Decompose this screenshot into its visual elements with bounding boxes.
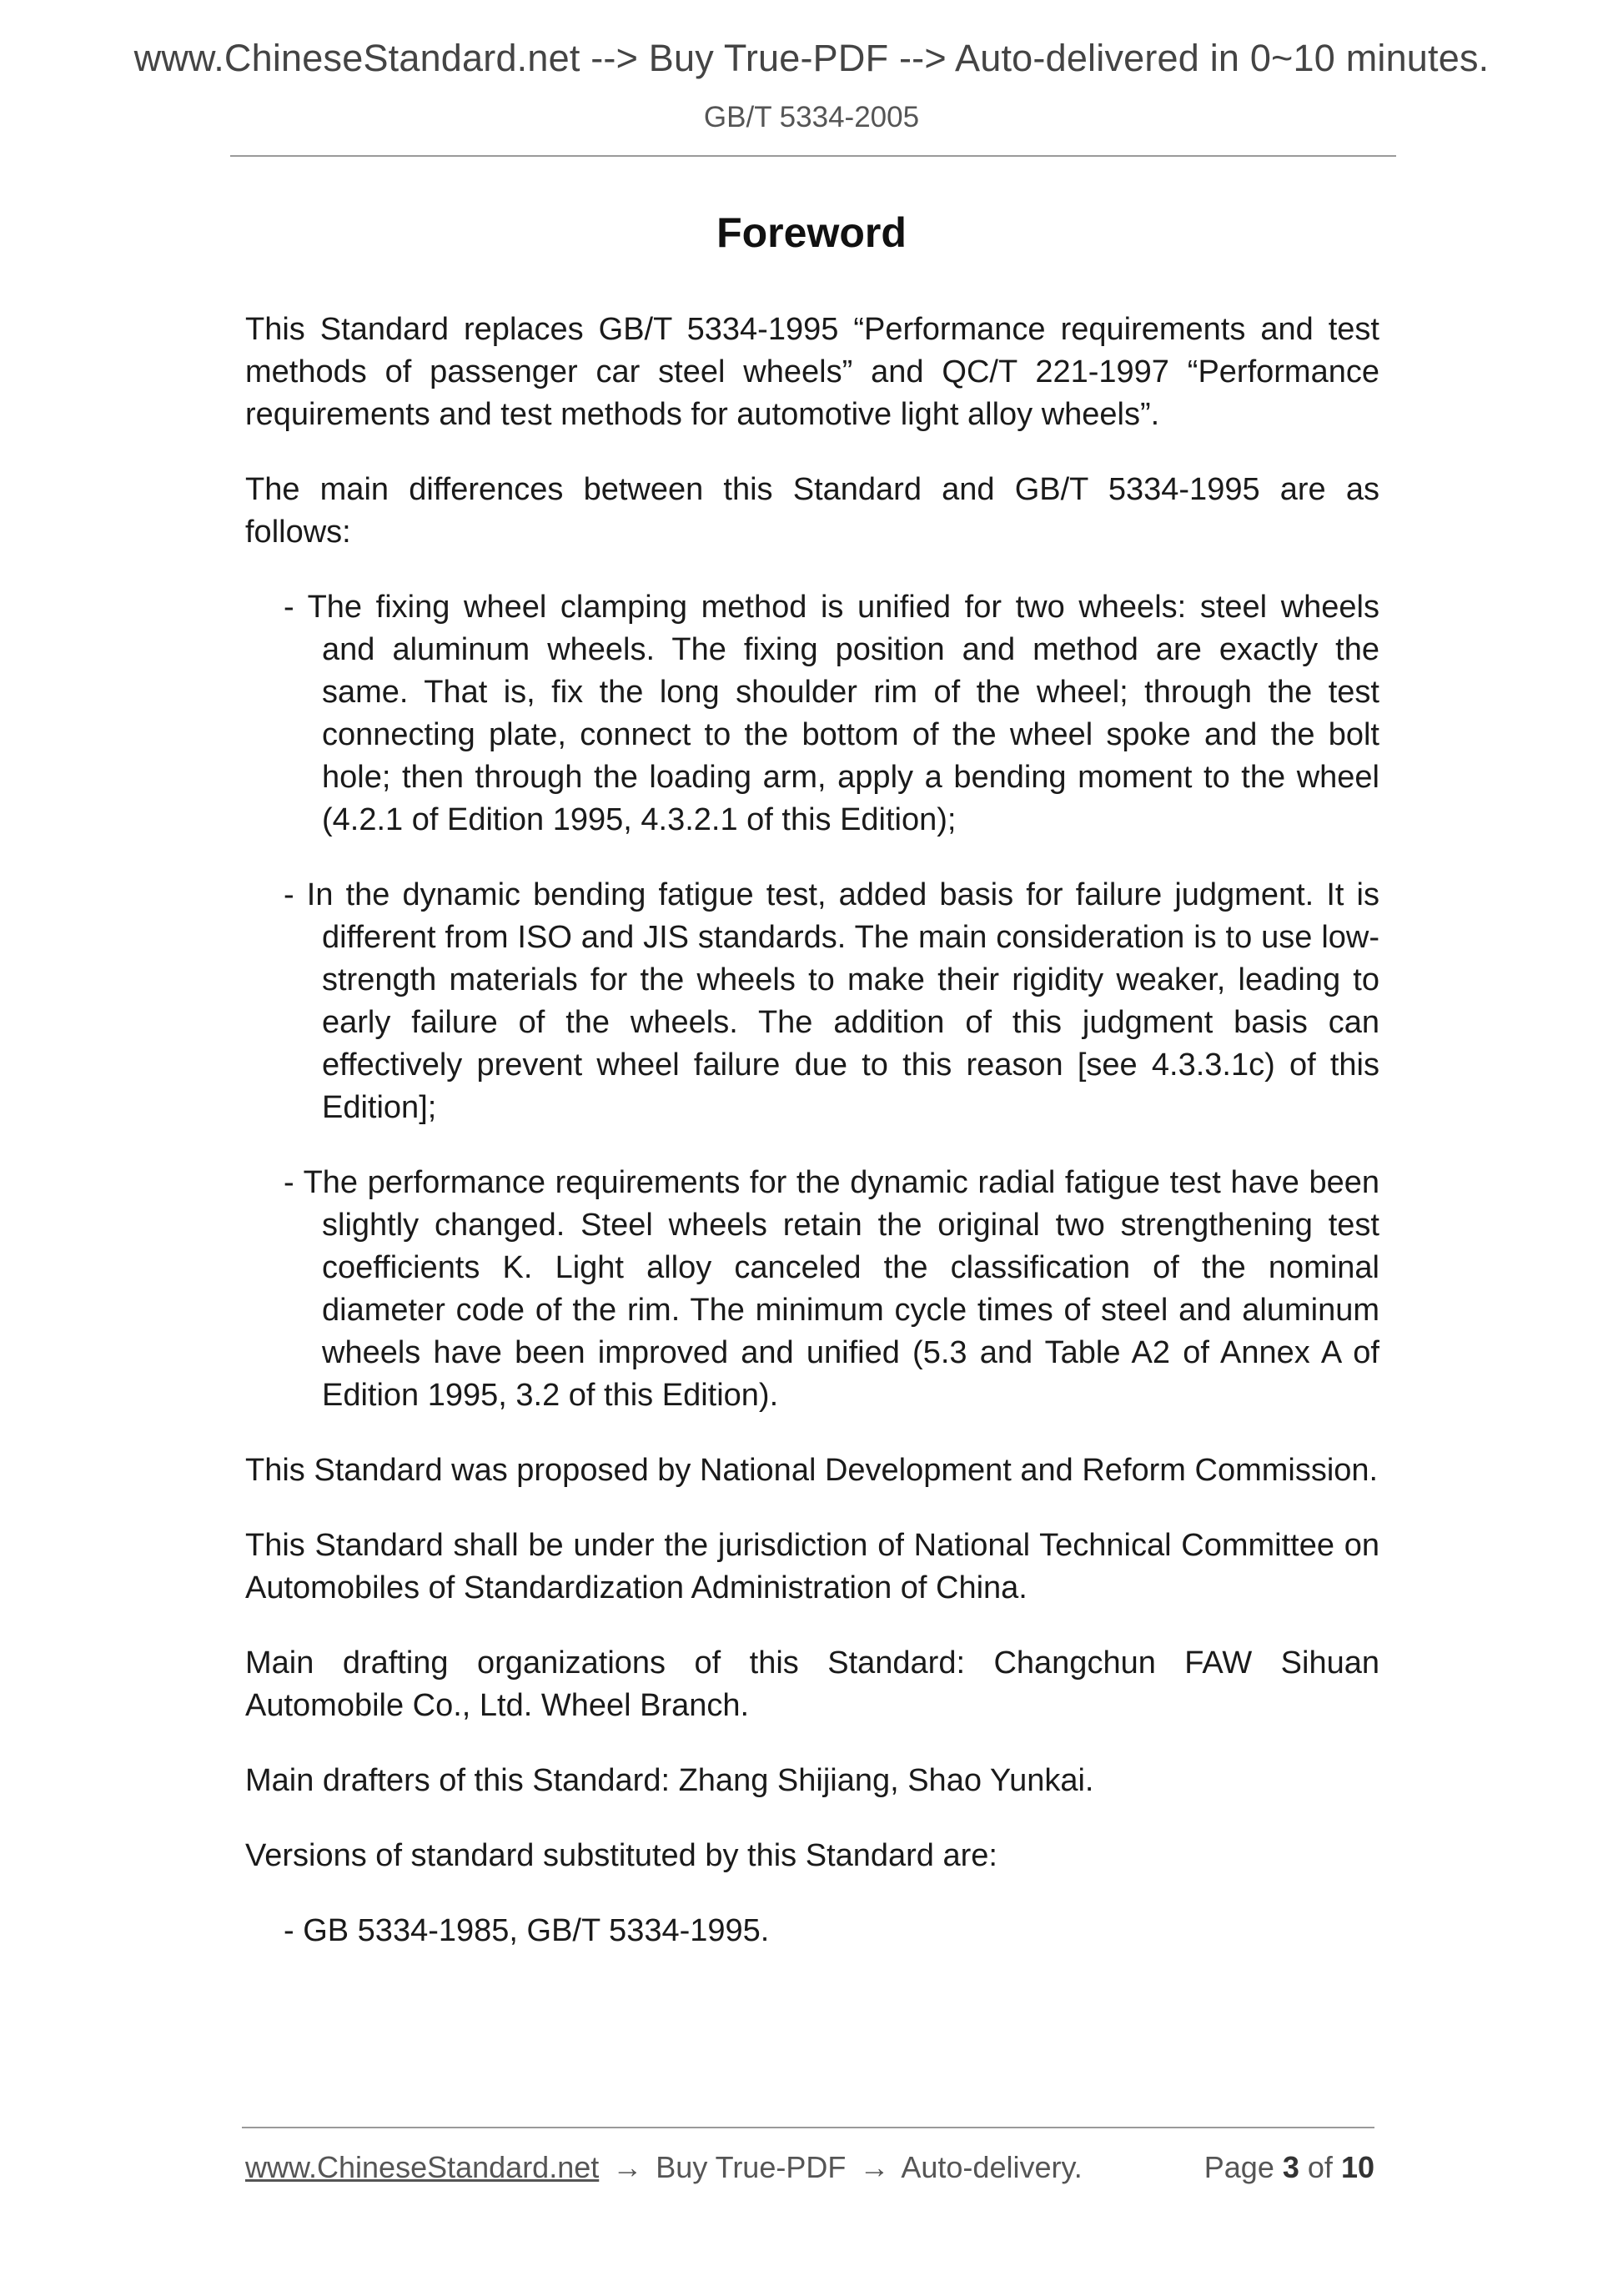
- footer-site-link[interactable]: www.ChineseStandard.net: [245, 2150, 600, 2184]
- paragraph-proposed-by: This Standard was proposed by National Development and Reform Commission.: [245, 1453, 1379, 1488]
- list-item-substituted-versions: - GB 5334-1985, GB/T 5334-1995.: [284, 1913, 770, 1948]
- page-label: Page: [1203, 2150, 1274, 2184]
- document-id: GB/T 5334-2005: [703, 101, 920, 133]
- footer-divider: [242, 2127, 1374, 2128]
- arrow-right-icon: →: [859, 2150, 890, 2184]
- paragraph-jurisdiction: This Standard shall be under the jurisdiction of National Technical Committee on Automobiles of Standardization Administration of China.: [245, 1528, 1379, 1605]
- footer-delivery-text: Auto-delivery.: [901, 2150, 1083, 2184]
- arrow-right-icon: →: [612, 2150, 643, 2184]
- paragraph-replaces: This Standard replaces GB/T 5334-1995 “Performance requirements and test methods of passenger car steel wheels” and QC/T 221-1997 “Performance requirements and test methods for automotive light alloy wheels”.: [245, 312, 1379, 432]
- page-total: 10: [1340, 2150, 1374, 2184]
- list-item-bending-fatigue: - In the dynamic bending fatigue test, added basis for failure judgment. It is different from ISO and JIS standards. The main consideration is to use low-strength materials for the wheels to make their rigidity weaker, leading to early failure of the wheels. The addition of this judgment basis can effectively prevent wheel failure due to this reason [see 4.3.3.1c) of this Edition];: [284, 877, 1379, 1125]
- paragraph-drafters: Main drafters of this Standard: Zhang Shijiang, Shao Yunkai.: [245, 1763, 1094, 1798]
- paragraph-versions-substituted: Versions of standard substituted by this Standard are:: [245, 1838, 997, 1873]
- page-current: 3: [1282, 2150, 1299, 2184]
- top-banner[interactable]: www.ChineseStandard.net --> Buy True-PDF --> Auto-delivered in 0~10 minutes.: [133, 37, 1490, 79]
- page-of-label: of: [1307, 2150, 1333, 2184]
- paragraph-drafting-organizations: Main drafting organizations of this Standard: Changchun FAW Sihuan Automobile Co., Ltd. Wheel Branch.: [245, 1645, 1379, 1723]
- list-item-clamping-method: - The fixing wheel clamping method is unified for two wheels: steel wheels and aluminum wheels. The fixing position and method are exactly the same. That is, fix the long shoulder rim of the wheel; through the test connecting plate, connect to the bottom of the wheel spoke and the bolt hole; then through the loading arm, apply a bending moment to the wheel (4.2.1 of Edition 1995, 4.3.2.1 of this Edition);: [284, 590, 1379, 837]
- foreword-body: [245, 309, 1379, 1985]
- page-number: [1204, 2150, 1374, 2185]
- page-title: Foreword: [716, 209, 907, 256]
- footer-buy-text: Buy True-PDF: [656, 2150, 847, 2184]
- list-item-radial-fatigue: - The performance requirements for the dynamic radial fatigue test have been slightly changed. Steel wheels retain the original two strengthening test coefficients K. Light alloy canceled the classification of the nominal diameter code of the rim. The minimum cycle times of steel and aluminum wheels have been improved and unified (5.3 and Table A2 of Annex A of Edition 1995, 3.2 of this Edition).: [284, 1165, 1379, 1413]
- header-divider: [230, 155, 1396, 157]
- footer-links: [245, 2150, 1083, 2185]
- paragraph-main-differences: The main differences between this Standard and GB/T 5334-1995 are as follows:: [245, 472, 1379, 550]
